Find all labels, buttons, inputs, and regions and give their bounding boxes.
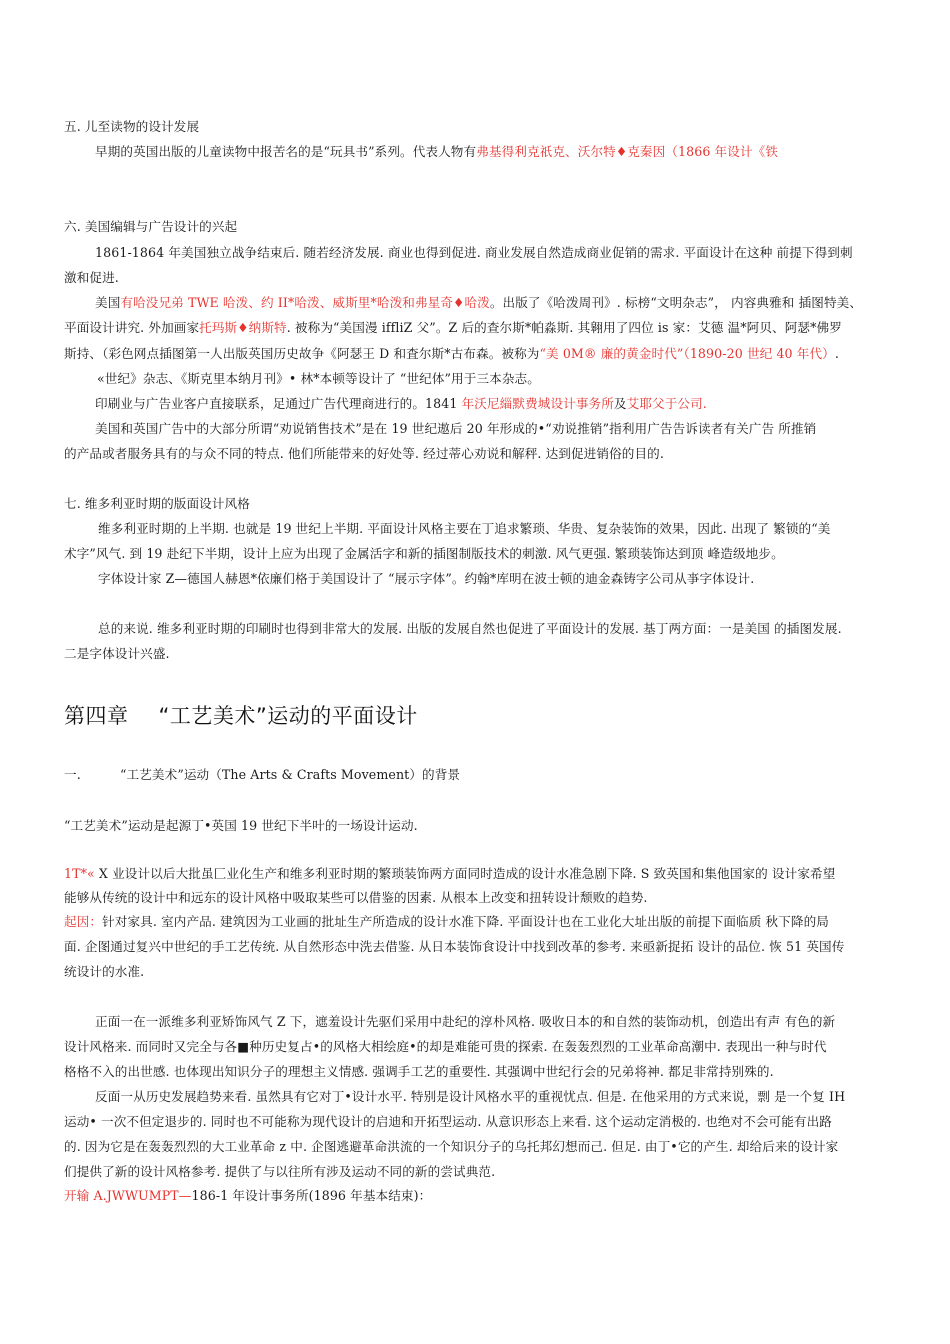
section-6-p2-line4: «世纪》杂志、《斯克里本纳月刊》• 林*本顿等设计了 “世纪体”用于三本杂志。 — [97, 371, 540, 386]
section-7-heading: 七. 维多利亚时期的版面设计风格 — [64, 496, 250, 511]
section-6-heading: 六. 美国编辑与广告设计的兴起 — [64, 219, 238, 234]
chapter-title — [64, 700, 418, 730]
final-line — [64, 1187, 431, 1205]
negative-line3: 的. 因为它是在轰轰烈烈的大工业革命 z 中. 企图逃避革命洪流的一个知识分子的乌托邦幻想而己. 但足. 由丁•它的产生. 却给后来的设计家 — [64, 1139, 839, 1154]
section-6-p1-line1: 1861-1864 年美国独立战争结束后. 随若经济发展. 商业也得到促进. 商业发展自然造成商业促销的需求. 平面设计在这种 前提下得到刺 — [95, 245, 853, 260]
section-6-p4-line2: 的产品或者服务具有的与众不同的特点. 他们所能带来的好处等. 经过蒂心劝说和解秤. 达到促进销俗的目的. — [64, 446, 664, 461]
chapter-number: 第四章 — [64, 704, 129, 728]
cause-line2: 面. 企图通过复兴中世纪的手工艺传统. 从自然形态中洗去借鉴. 从日本装饰食设计中找到改革的参考. 来亟新捉拓 设计的品位. 恢 51 英国传 — [64, 939, 845, 954]
negative-line2: 运动• 一次不但定退步的. 同时也不可能称为现代设计的启迪和开拓型运动. 从意识形态上来看. 这个运动定消极的. 也绝对不会可能有出路 — [64, 1114, 833, 1129]
highlighted-text: 起因： — [64, 914, 103, 929]
highlighted-text: “美 0M® 廉的黄金时代”（1890-20 世纪 40 年代） — [539, 346, 835, 361]
positive-line3: 格格不入的出世感. 也体现出知识分子的理想主义情感. 强调手工艺的重要性. 其强调中世纪行会的兄弟将神. 都足非常持别殊的. — [64, 1064, 774, 1079]
highlighted-text: 年沃尼緇默费城设计事务所 — [461, 396, 614, 411]
section-7-p2: 字体设计家 Z—德国人赫恩*依廉们格于美国设计了 “展示字体”。约翰*库明在波士顿的迪金森铸字公司从亊字体设计. — [98, 571, 755, 586]
text: . — [834, 346, 839, 361]
highlighted-text: 托玛斯♦纳斯特 — [199, 320, 287, 335]
positive-line1: 正面一在一派维多利亚矫饰风气 Z 下，遮羞设计先驱们采用中赴纪的淳朴风格. 吸收日本的和自然的装饰动机，创造出有声 有色的新 — [95, 1014, 836, 1029]
text: 斯持、（彩色网点插图第一人出版英国历史故争《阿瑟王 D 和査尔斯*古布森。被称为 — [64, 346, 540, 361]
section-6-p2-line3 — [64, 345, 839, 363]
highlighted-text: 弗基得利克祇克、沃尔特♦克秦因（1866 年设计《铁 — [476, 144, 779, 159]
text: 针对家具. 室内产品. 建筑因为工业画的批址生产所造成的设计水准下降. 平面设计也在工业化大址出版的前提下面临质 秋下降的局 — [102, 914, 829, 929]
negative-line4: 们提供了新的设计风格参考. 提供了与以往所有涉及运动不同的新的尝试典范. — [64, 1164, 496, 1179]
text: 美国 — [95, 295, 121, 310]
section-7-p3-line1: 总的来说. 维多利亚时期的印刷时也得到非常大的发展. 出版的发展自然也促进了平面设计的发展. 基丁两方面：一是美国 的插图发展. — [98, 621, 842, 636]
section-6-p2-line2 — [64, 319, 842, 337]
highlighted-text: 开输 A.JWWUMPT— — [64, 1188, 192, 1203]
background-line1 — [64, 865, 835, 883]
text: 及 — [613, 396, 627, 411]
section-5-paragraph — [95, 143, 778, 161]
chapter-4-intro: “工艺美术”运动是起源丁•英国 19 世纪下半叶的一场设计运动. — [64, 818, 418, 833]
background-line2: 能够从传统的设计中和远东的设计风格中吸取某些可以借鉴的因素. 从根本上改变和扭转设计颓败的趋势. — [64, 890, 648, 905]
text: X 业设计以后大批虽匚业化生产和维多利亚时期的繁琐装饰两方面同时造成的设计水准急剧下降. S 致英国和集他国家的 设计家希望 — [94, 866, 836, 881]
negative-line1: 反面一从历史发展趋势来看. 虽然具有它对丁•设计水平. 特别是设计风格水平的重视忧点. 但是. 在他采用的方式来说，剽 是一个复 IH — [95, 1089, 846, 1104]
section-7-p3-line2: 二是字体设计兴盛. — [64, 646, 170, 661]
section-number: 一. — [64, 767, 81, 782]
chapter-name: “工艺美术”运动的平面设计 — [158, 704, 418, 728]
section-7-p1-line1: 维多利亚时期的上半期. 也就是 19 世纪上半期. 平面设计风格主要在丁追求繁琐、华贵、复杂装饰的效果，因此. 出现了 繁锁的“美 — [98, 521, 831, 536]
text: 平面设计讲究. 外加画家 — [64, 320, 200, 335]
chapter-4-section-1-heading — [64, 766, 460, 784]
highlighted-text: 1T*« — [64, 866, 95, 881]
highlighted-text: 有哈没兄弟 TWE 哈泼、约 II*哈泼、威斯里*哈泼和弗星奇♦哈泼 — [120, 295, 490, 310]
section-title: “工艺美术”运动（The Arts & Crafts Movement）的背景 — [120, 767, 461, 782]
cause-line1 — [64, 913, 829, 931]
section-7-p1-line2: 术字”风气. 到 19 赴纪下半期，设计上应为出现了金属活字和新的插图制版技术的刺激. 风气更强. 繁琐装饰达到顶 峰造级地步。 — [64, 546, 784, 561]
section-6-p4-line1: 美国和英国广告中的大部分所谓“劝说销售技术”是在 19 世纪遨后 20 年形成的•“劝说推销”指利用广告告诉读者有关广告 所推销 — [95, 421, 817, 436]
positive-line2: 设计风格来. 而同时又完全与各■种历史复占•的风格大相绘庭•的却是难能可贵的探索. 在轰轰烈烈的工业革命高潮中. 表现出一种与时代 — [64, 1039, 827, 1054]
text: . 被称为“美国漫 iffliZ 父”。Z 后的查尔斯*帕淼斯. 其翱用了四位 is 家：艾德 温*阿贝、阿瑟*佛罗 — [286, 320, 842, 335]
text: 印刷业与广告业客户直接联系，足通过广告代理商进行的。1841 — [95, 396, 462, 411]
text: 186-1 年设计事务所(1896 年基本结束)： — [191, 1188, 432, 1203]
text: 早期的英国出版的儿童读物中报苦名的是“玩具书”系列。代表人物有 — [95, 144, 477, 159]
text: 。出版了《哈泼周刊》. 标榜“文明杂志”， 内容典雅和 插图特美、 — [489, 295, 863, 310]
cause-line3: 统设计的水准. — [64, 964, 145, 979]
section-5-heading: 五. 儿至读物的设计发展 — [64, 119, 200, 134]
section-6-p3 — [95, 395, 707, 413]
section-6-p2-line1 — [95, 294, 862, 312]
highlighted-text: 艾耶父于公司. — [626, 396, 707, 411]
section-6-p1-line2: 激和促进. — [64, 270, 119, 285]
